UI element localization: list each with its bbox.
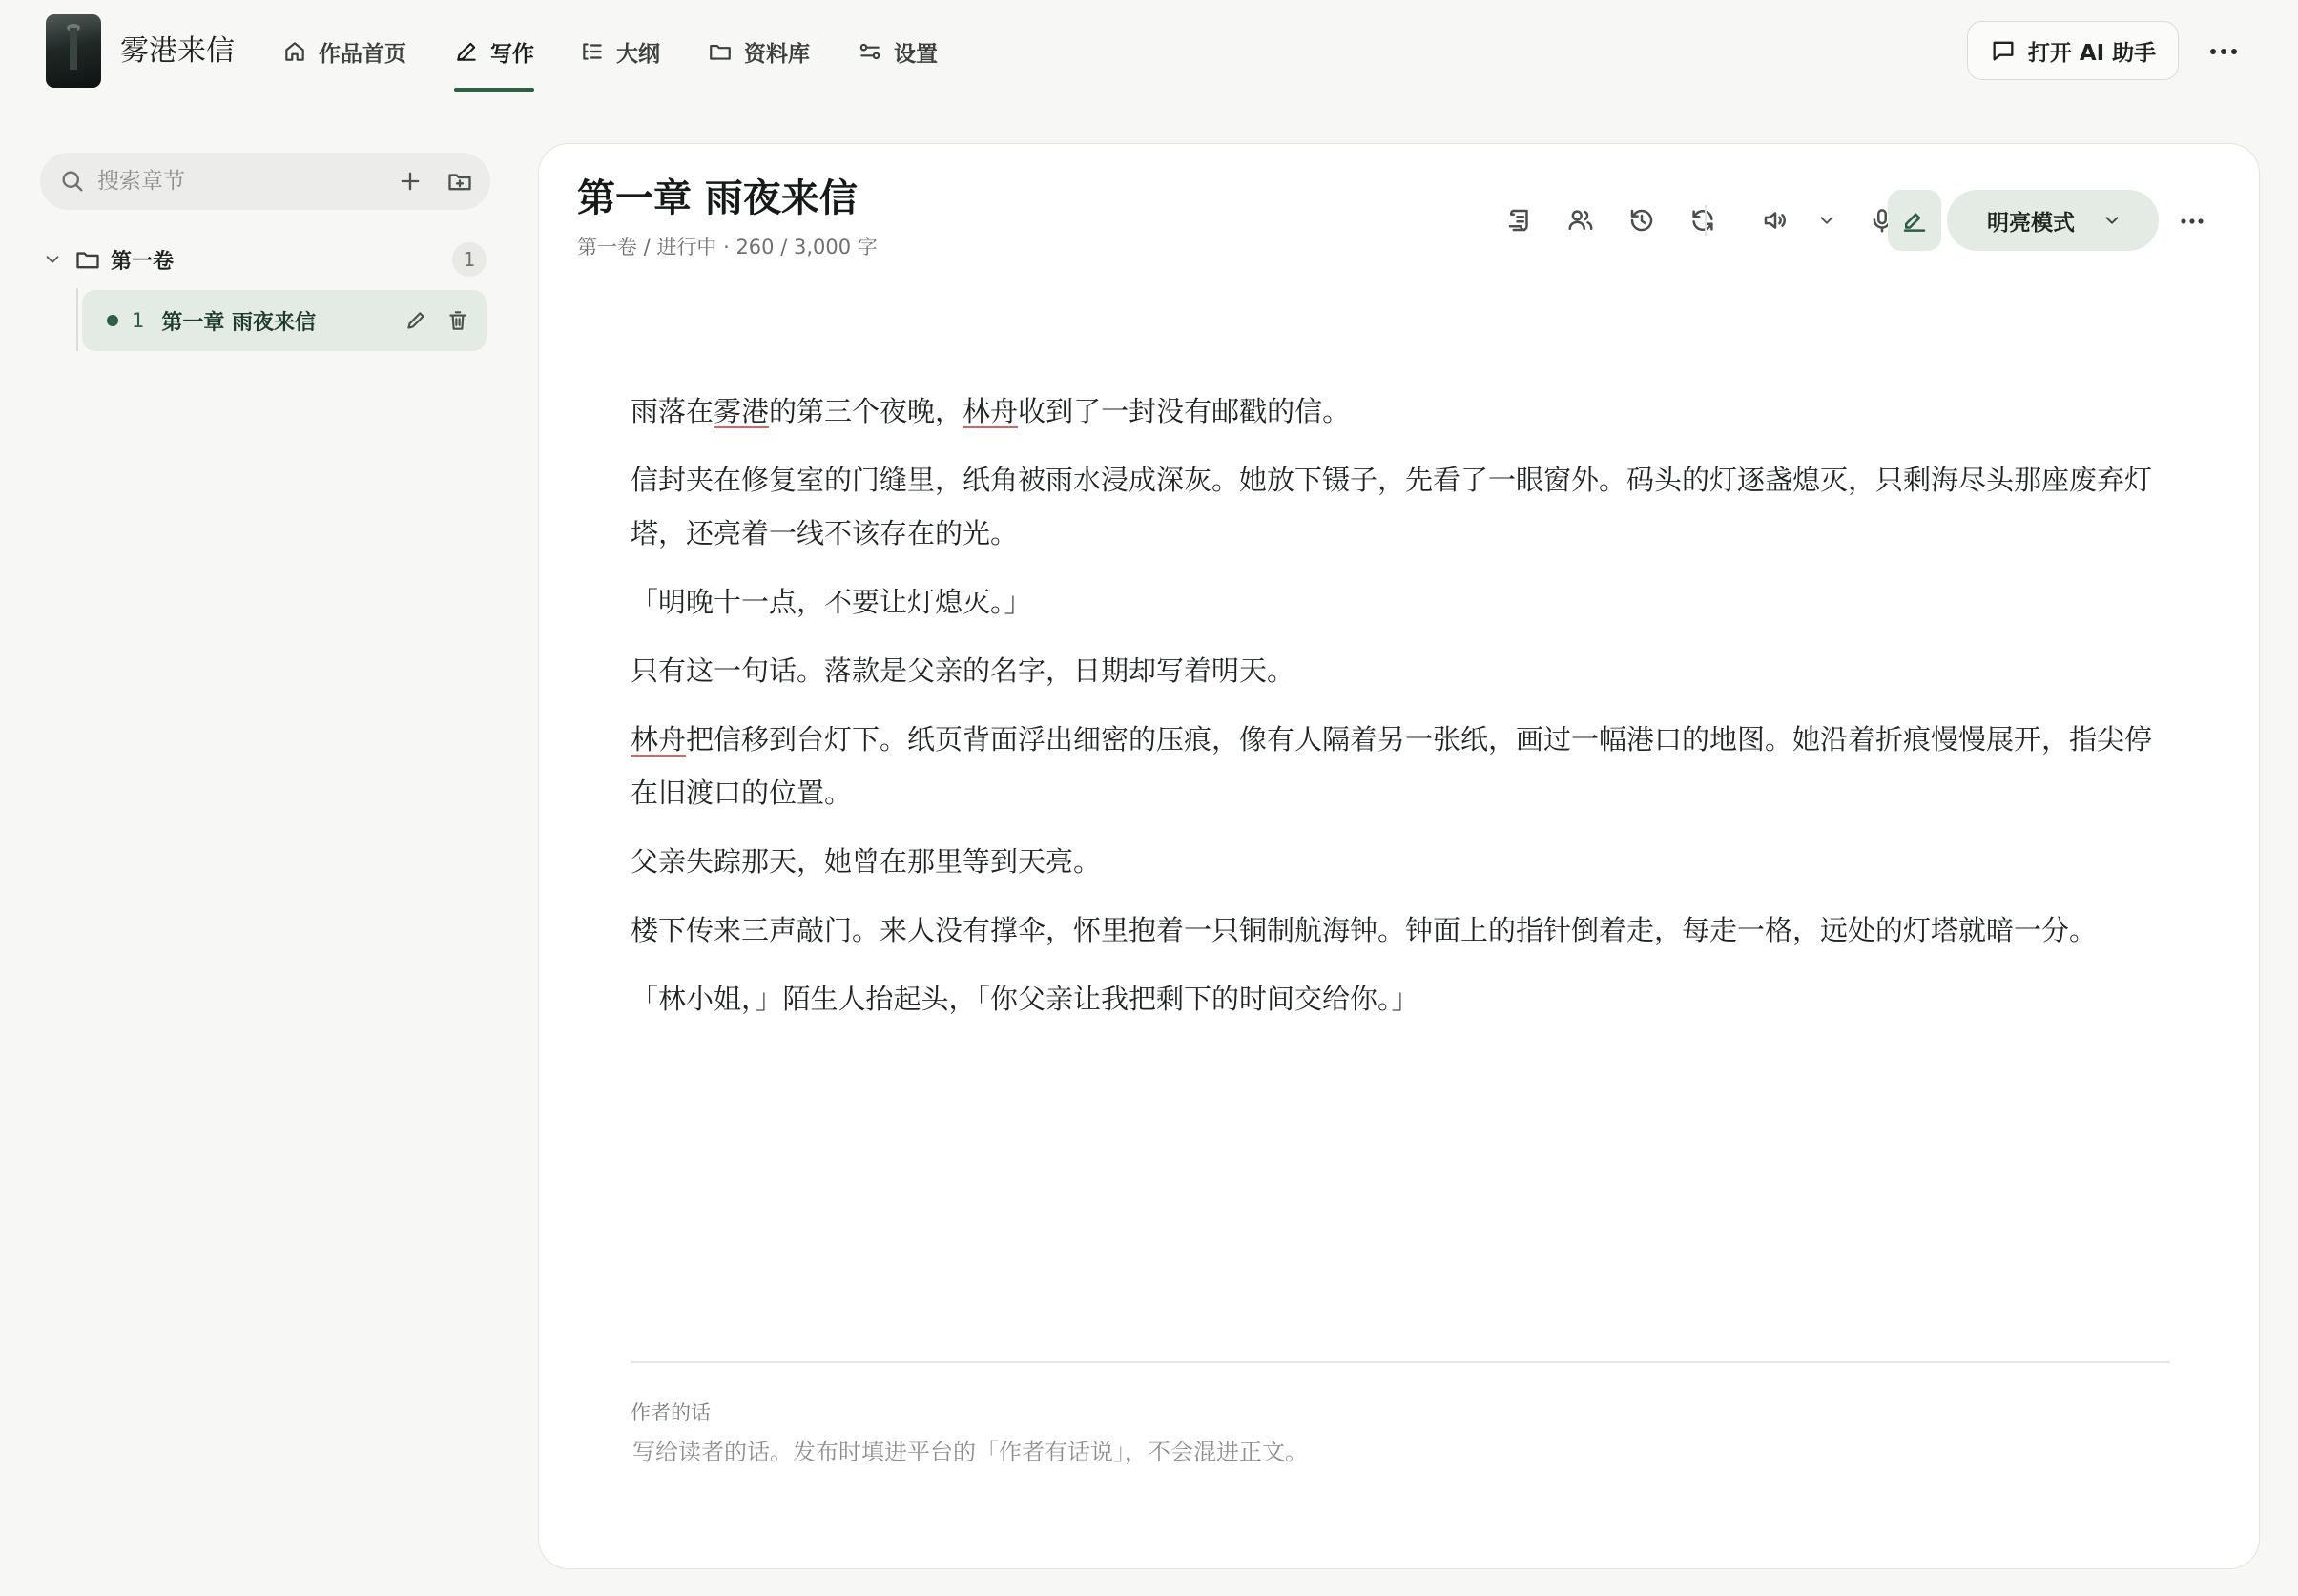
- chevron-down-icon[interactable]: [42, 249, 63, 270]
- more-horizontal-icon: [2209, 48, 2238, 55]
- toolbar-divider: [1705, 205, 1707, 236]
- top-more-button[interactable]: [2204, 31, 2244, 72]
- nav-item-label: 作品首页: [319, 41, 406, 67]
- editor-panel: [538, 143, 2260, 1569]
- scroll-view-button[interactable]: [1493, 190, 1546, 251]
- chapter-search: [40, 153, 490, 210]
- folder-plus-icon: [446, 168, 473, 195]
- trash-icon: [445, 308, 470, 333]
- users-icon: [1566, 206, 1595, 235]
- folder-icon: [74, 246, 101, 273]
- chevron-down-icon: [2101, 210, 2122, 231]
- home-icon: [282, 39, 307, 64]
- editor-chapter-title[interactable]: 第一章 雨夜来信: [577, 176, 858, 220]
- text-run: 的第三个夜晚，: [769, 395, 963, 427]
- book-cover-thumbnail[interactable]: [46, 14, 101, 88]
- paragraph: 楼下传来三声敲门。来人没有撑伞，怀里抱着一只铜制航海钟。钟面上的指针倒着走，每走一格，远处的灯塔就暗一分。: [631, 914, 2098, 946]
- handwriting-toggle-button[interactable]: [1888, 190, 1941, 251]
- chapter-meta: 第一卷 / 进行中 · 260 / 3,000 字: [577, 236, 878, 259]
- nav-item-outline[interactable]: [570, 29, 670, 74]
- character-name-mark: 林舟: [963, 395, 1019, 427]
- sync-button[interactable]: [1676, 190, 1729, 251]
- editor-toolbar: [539, 190, 2259, 251]
- author-note-divider: [631, 1361, 2170, 1363]
- read-aloud-button[interactable]: [1749, 190, 1802, 251]
- refresh-icon: [1688, 206, 1717, 235]
- author-note-input[interactable]: [631, 1438, 2161, 1466]
- editor-more-button[interactable]: [2172, 201, 2212, 241]
- chapter-number: 1: [132, 309, 145, 332]
- tree-indent-line: [76, 288, 78, 351]
- search-input[interactable]: [95, 168, 385, 195]
- theme-mode-label: 明亮模式: [1987, 210, 2075, 236]
- text-run: 收到了一封没有邮戳的信。: [1018, 395, 1351, 427]
- history-icon: [1627, 206, 1656, 235]
- chat-bubble-icon: [1990, 37, 2017, 64]
- text-run: 雨落在: [631, 395, 714, 427]
- paragraph: 信封夹在修复室的门缝里，纸角被雨水浸成深灰。她放下镊子，先看了一眼窗外。码头的灯逐盏熄灭，只剩海尽头那座废弃灯塔，还亮着一线不该存在的光。: [631, 464, 2153, 549]
- speaker-icon: [1761, 206, 1790, 235]
- paragraph: 「林小姐，」陌生人抬起头，「你父亲让我把剩下的时间交给你。」: [631, 983, 1419, 1015]
- paragraph: 「明晚十一点，不要让灯熄灭。」: [631, 586, 1032, 618]
- chapter-title: 第一章 雨夜来信: [161, 310, 317, 335]
- main-nav: [273, 29, 947, 74]
- paragraph: [631, 384, 2176, 438]
- nav-item-settings[interactable]: [848, 29, 947, 74]
- chevron-down-icon: [1816, 210, 1837, 231]
- volume-row[interactable]: [42, 240, 487, 279]
- top-bar: [0, 0, 2298, 103]
- chapter-list-item[interactable]: [82, 290, 487, 351]
- volume-chapter-count: 1: [452, 242, 487, 277]
- chapter-body[interactable]: [631, 384, 2176, 1041]
- work-title: 雾港来信: [120, 34, 235, 68]
- theme-mode-dropdown[interactable]: [1947, 190, 2159, 251]
- cover-lighthouse: [70, 28, 77, 70]
- volume-name: 第一卷: [111, 249, 175, 274]
- nav-item-label: 设置: [894, 41, 938, 67]
- paragraph: [631, 713, 2176, 819]
- author-note-label: 作者的话: [631, 1401, 711, 1424]
- plus-icon: [397, 168, 424, 195]
- add-volume-button[interactable]: [443, 164, 477, 198]
- nav-item-write[interactable]: [445, 29, 544, 74]
- nav-item-library[interactable]: [698, 29, 819, 74]
- nav-item-label: 写作: [490, 41, 534, 67]
- outline-icon: [580, 39, 605, 64]
- nav-item-home[interactable]: [273, 29, 416, 74]
- open-ai-assistant-button[interactable]: [1967, 21, 2179, 80]
- rename-chapter-button[interactable]: [401, 305, 431, 336]
- paragraph: 父亲失踪那天，她曾在那里等到天亮。: [631, 845, 1102, 878]
- pencil-icon: [404, 308, 428, 333]
- folder-icon: [708, 39, 733, 64]
- add-chapter-button[interactable]: [393, 164, 427, 198]
- characters-button[interactable]: [1554, 190, 1607, 251]
- nav-item-label: 资料库: [744, 41, 810, 67]
- signature-icon: [1900, 206, 1929, 235]
- nav-item-label: 大纲: [616, 41, 660, 67]
- ai-button-label: 打开 AI 助手: [2027, 40, 2157, 66]
- more-horizontal-icon: [2180, 218, 2205, 225]
- active-dot-icon: [107, 315, 118, 326]
- scroll-icon: [1505, 206, 1534, 235]
- delete-chapter-button[interactable]: [443, 305, 473, 336]
- character-name-mark: 林舟: [631, 723, 687, 756]
- settings-icon: [858, 39, 882, 64]
- place-name-mark: 雾港: [714, 395, 770, 427]
- read-aloud-options-button[interactable]: [1800, 190, 1853, 251]
- search-icon: [59, 168, 86, 195]
- history-button[interactable]: [1615, 190, 1668, 251]
- paragraph: 只有这一句话。落款是父亲的名字，日期却写着明天。: [631, 654, 1295, 687]
- text-run: 把信移到台灯下。纸页背面浮出细密的压痕，像有人隔着另一张纸，画过一幅港口的地图。她沿着折痕慢慢展开，指尖停在旧渡口的位置。: [631, 723, 2153, 809]
- pen-icon: [454, 39, 479, 64]
